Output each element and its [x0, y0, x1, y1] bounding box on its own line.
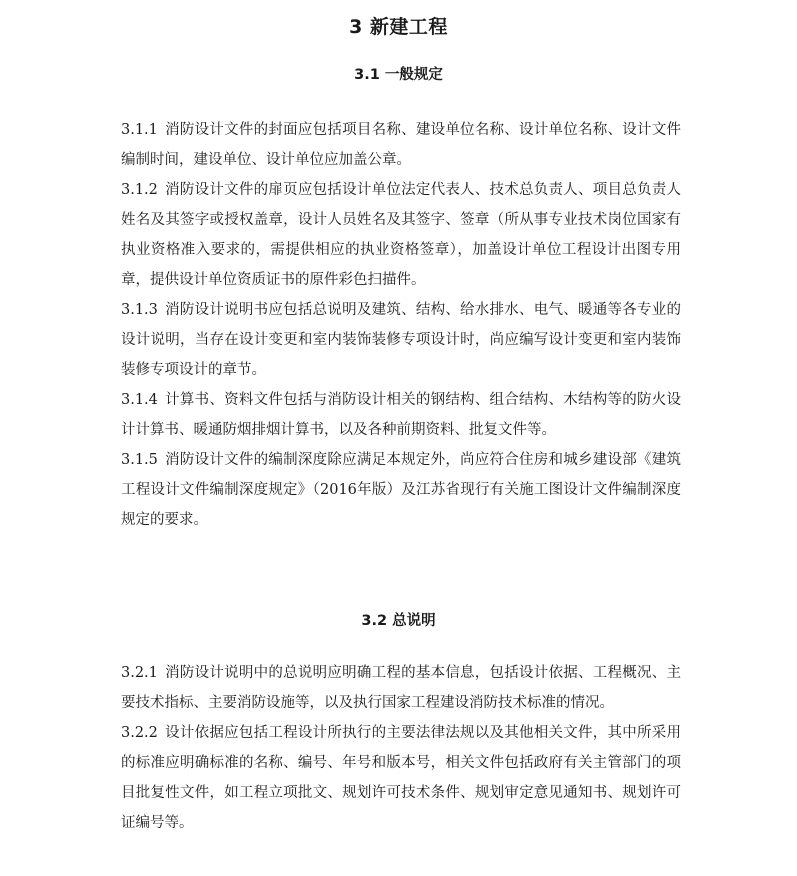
section-3-2-body: [121, 658, 681, 838]
section-3-1-body: [121, 115, 681, 535]
clause-number: 3.1.5: [121, 452, 158, 468]
clause-text: 消防设计说明书应包括总说明及建筑、结构、给水排水、电气、暖通等各专业的设计说明，当存在设计变更和室内装饰装修专项设计时，尚应编写设计变更和室内装饰装修专项设计的章节。: [121, 302, 681, 378]
clause-text: 消防设计文件的扉页应包括设计单位法定代表人、技术总负责人、项目总负责人姓名及其签字或授权盖章，设计人员姓名及其签字、签章（所从事专业技术岗位国家有执业资格准入要求的，需提供相应的执业资格签章），加盖设计单位工程设计出图专用章，提供设计单位资质证书的原件彩色扫描件。: [121, 182, 681, 288]
clause-3-1-3: [121, 295, 681, 385]
clause-3-2-2: [121, 718, 681, 838]
clause-number: 3.2.2: [121, 725, 158, 741]
chapter-title: 3 新建工程: [349, 16, 448, 38]
clause-text: 消防设计说明中的总说明应明确工程的基本信息，包括设计依据、工程概况、主要技术指标、主要消防设施等，以及执行国家工程建设消防技术标准的情况。: [121, 665, 681, 711]
clause-number: 3.2.1: [121, 665, 158, 681]
clause-text: 计算书、资料文件包括与消防设计相关的钢结构、组合结构、木结构等的防火设计计算书、暖通防烟排烟计算书，以及各种前期资料、批复文件等。: [121, 392, 681, 438]
clause-number: 3.1.3: [121, 302, 158, 318]
clause-3-1-4: [121, 385, 681, 445]
clause-text: 消防设计文件的编制深度除应满足本规定外，尚应符合住房和城乡建设部《建筑工程设计文件编制深度规定》（2016年版）及江苏省现行有关施工图设计文件编制深度规定的要求。: [121, 452, 681, 528]
clause-number: 3.1.2: [121, 182, 158, 198]
clause-text: 消防设计文件的封面应包括项目名称、建设单位名称、设计单位名称、设计文件编制时间，建设单位、设计单位应加盖公章。: [121, 122, 681, 168]
clause-3-1-1: [121, 115, 681, 175]
section-title-3-1: 3.1 一般规定: [354, 67, 443, 83]
clause-number: 3.1.1: [121, 122, 158, 138]
clause-3-1-5: [121, 445, 681, 535]
clause-3-1-2: [121, 175, 681, 295]
clause-number: 3.1.4: [121, 392, 158, 408]
clause-text: 设计依据应包括工程设计所执行的主要法律法规以及其他相关文件，其中所采用的标准应明确标准的名称、编号、年号和版本号，相关文件包括政府有关主管部门的项目批复性文件，如工程立项批文、规划许可技术条件、规划审定意见通知书、规划许可证编号等。: [121, 725, 681, 831]
section-title-3-2: 3.2 总说明: [361, 613, 436, 629]
clause-3-2-1: [121, 658, 681, 718]
